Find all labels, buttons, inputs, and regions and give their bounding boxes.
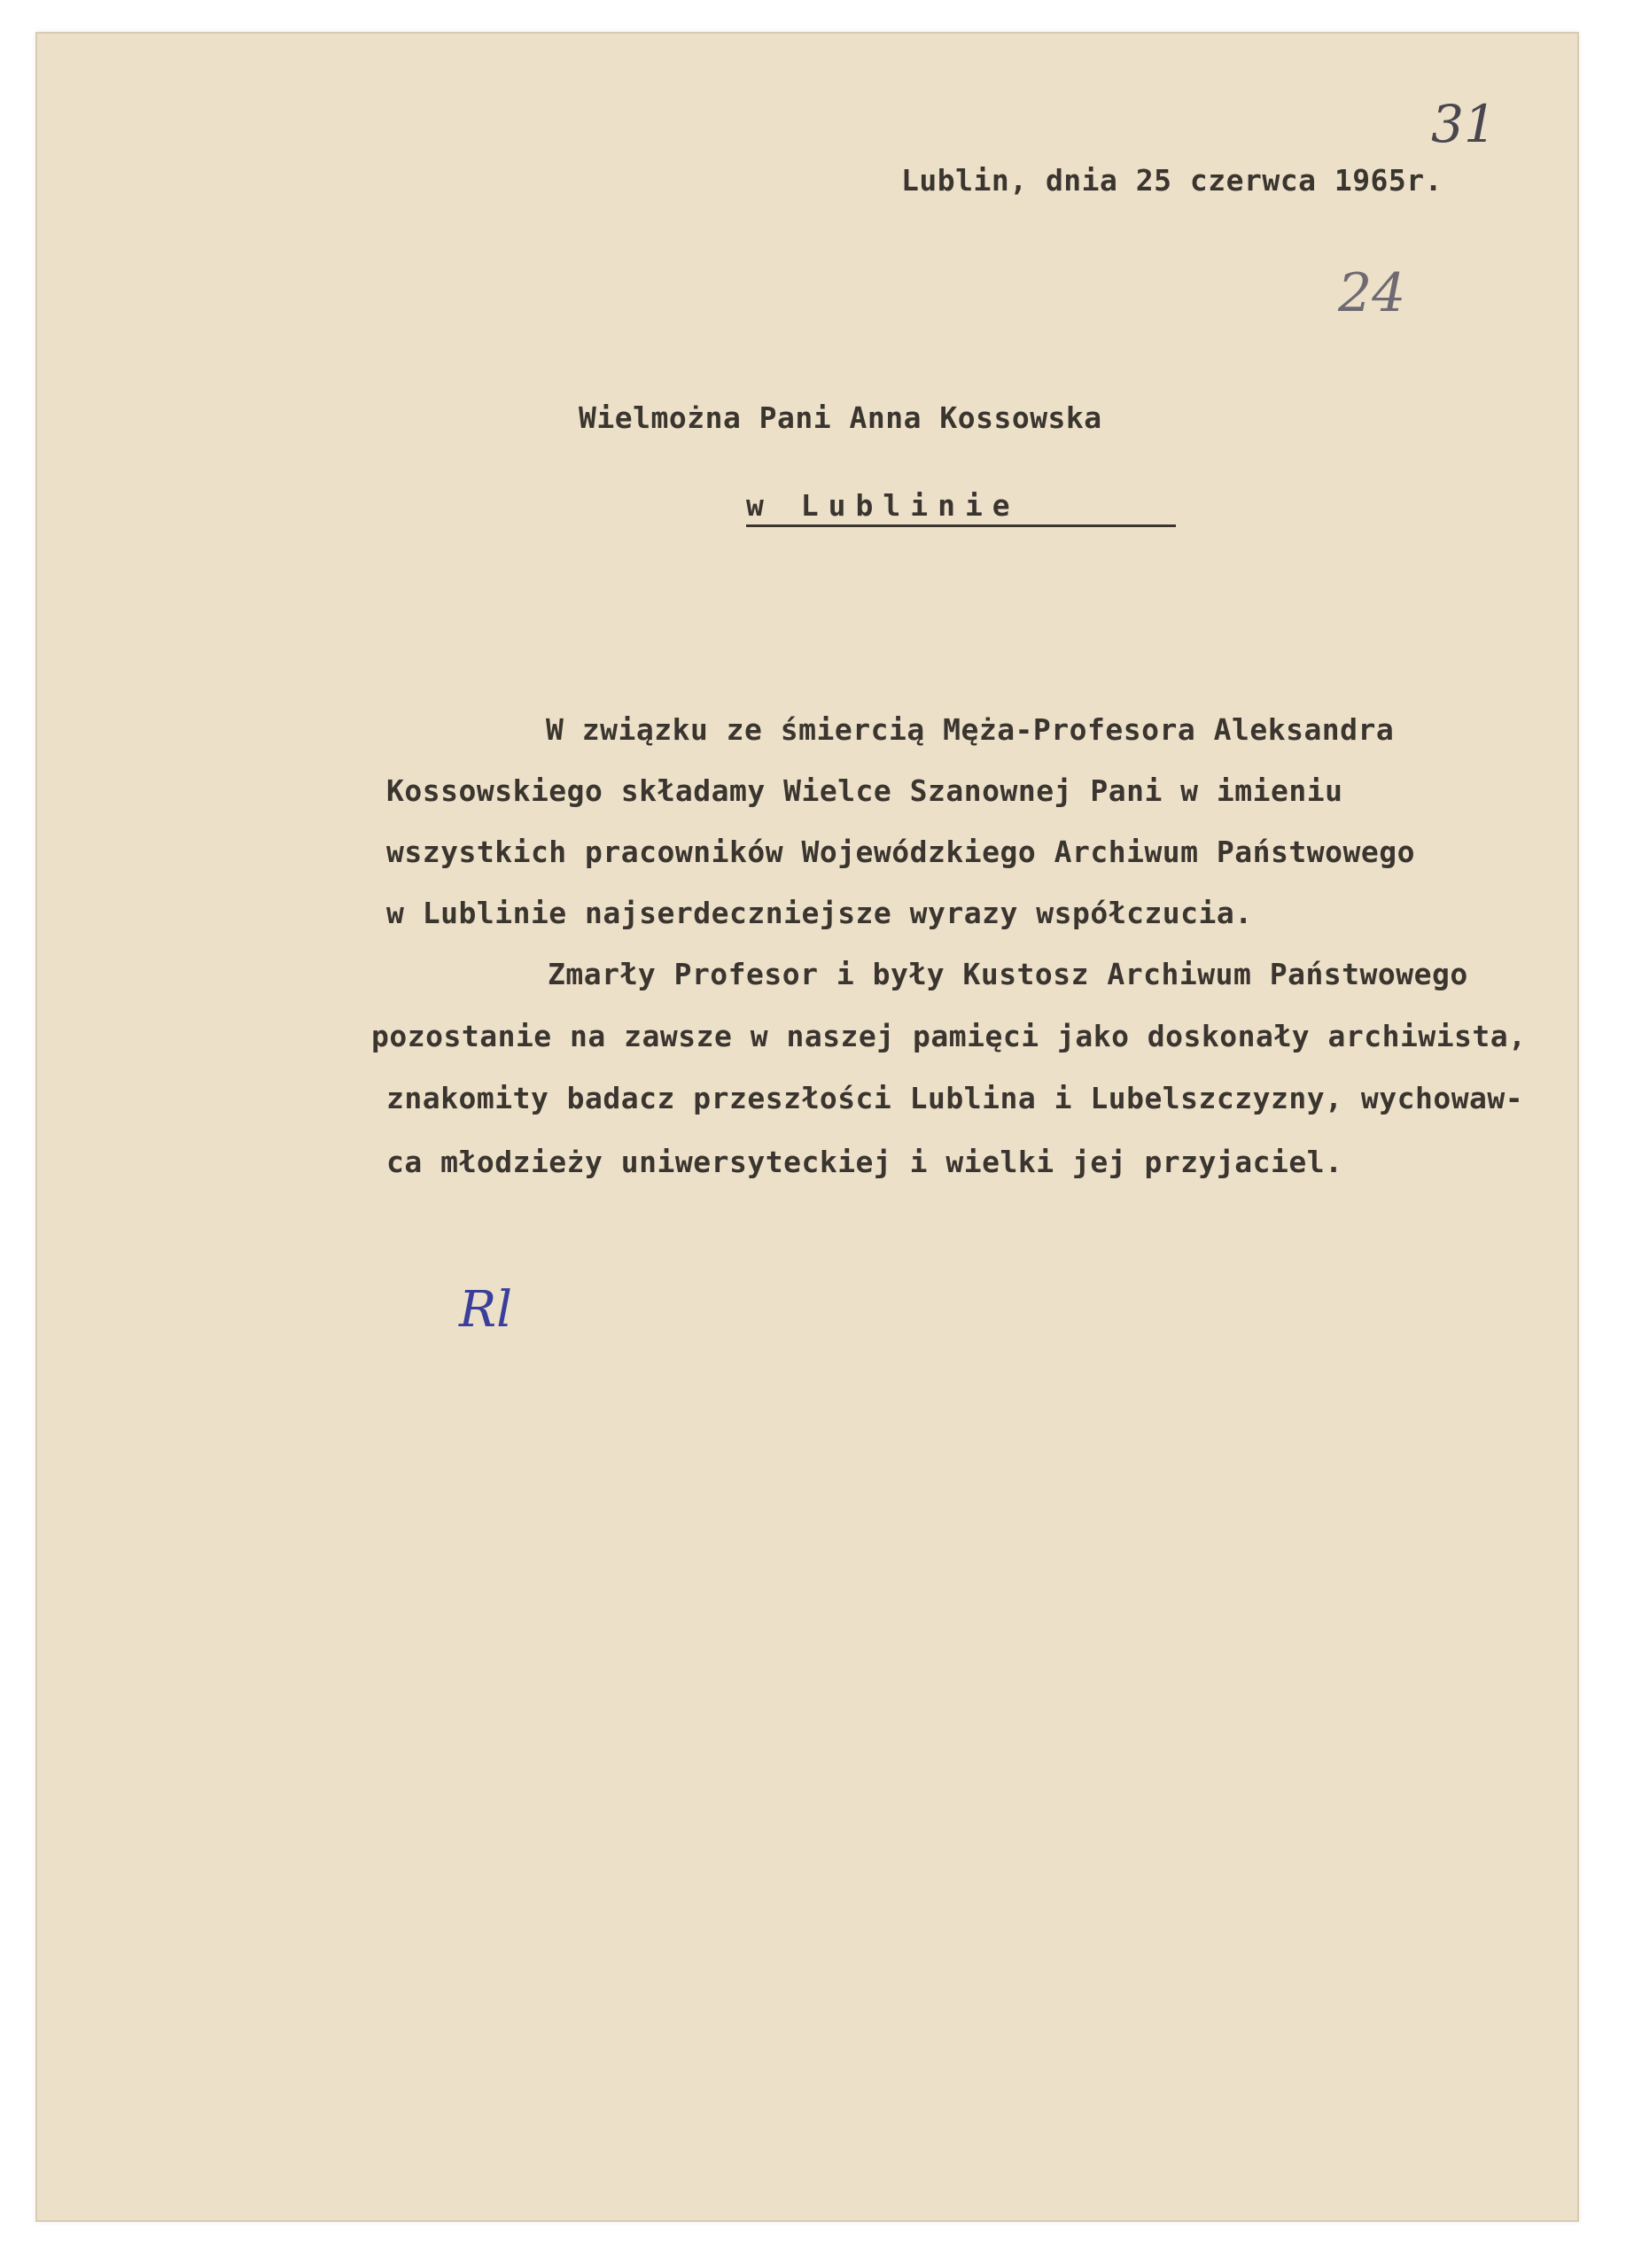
body-line: Kossowskiego składamy Wielce Szanownej Pani w imieniu: [386, 773, 1343, 808]
body-line: W związku ze śmiercią Męża-Profesora Aleksandra: [546, 712, 1395, 747]
document-page: [35, 32, 1579, 2222]
body-line: ca młodzieży uniwersyteckiej i wielki jej przyjaciel.: [386, 1145, 1343, 1179]
addressee-city: w Lublinie: [746, 488, 1020, 523]
body-line: pozostanie na zawsze w naszej pamięci jako doskonały archiwista,: [371, 1019, 1527, 1053]
body-line: Zmarły Profesor i były Kustosz Archiwum Państwowego: [548, 957, 1468, 991]
body-line: w Lublinie najserdeczniejsze wyrazy współczucia.: [386, 896, 1253, 930]
body-line: wszystkich pracowników Wojewódzkiego Archiwum Państwowego: [386, 835, 1415, 869]
body-line: znakomity badacz przeszłości Lublina i Lubelszczyzny, wychowaw-: [386, 1081, 1524, 1115]
handwritten-initials: Rl: [459, 1281, 513, 1339]
addressee-name: Wielmożna Pani Anna Kossowska: [579, 400, 1102, 435]
archive-mark: 24: [1338, 262, 1406, 324]
date-line: Lublin, dnia 25 czerwca 1965r.: [901, 163, 1443, 198]
city-underline: [746, 524, 1176, 527]
page-number: 31: [1431, 94, 1497, 154]
